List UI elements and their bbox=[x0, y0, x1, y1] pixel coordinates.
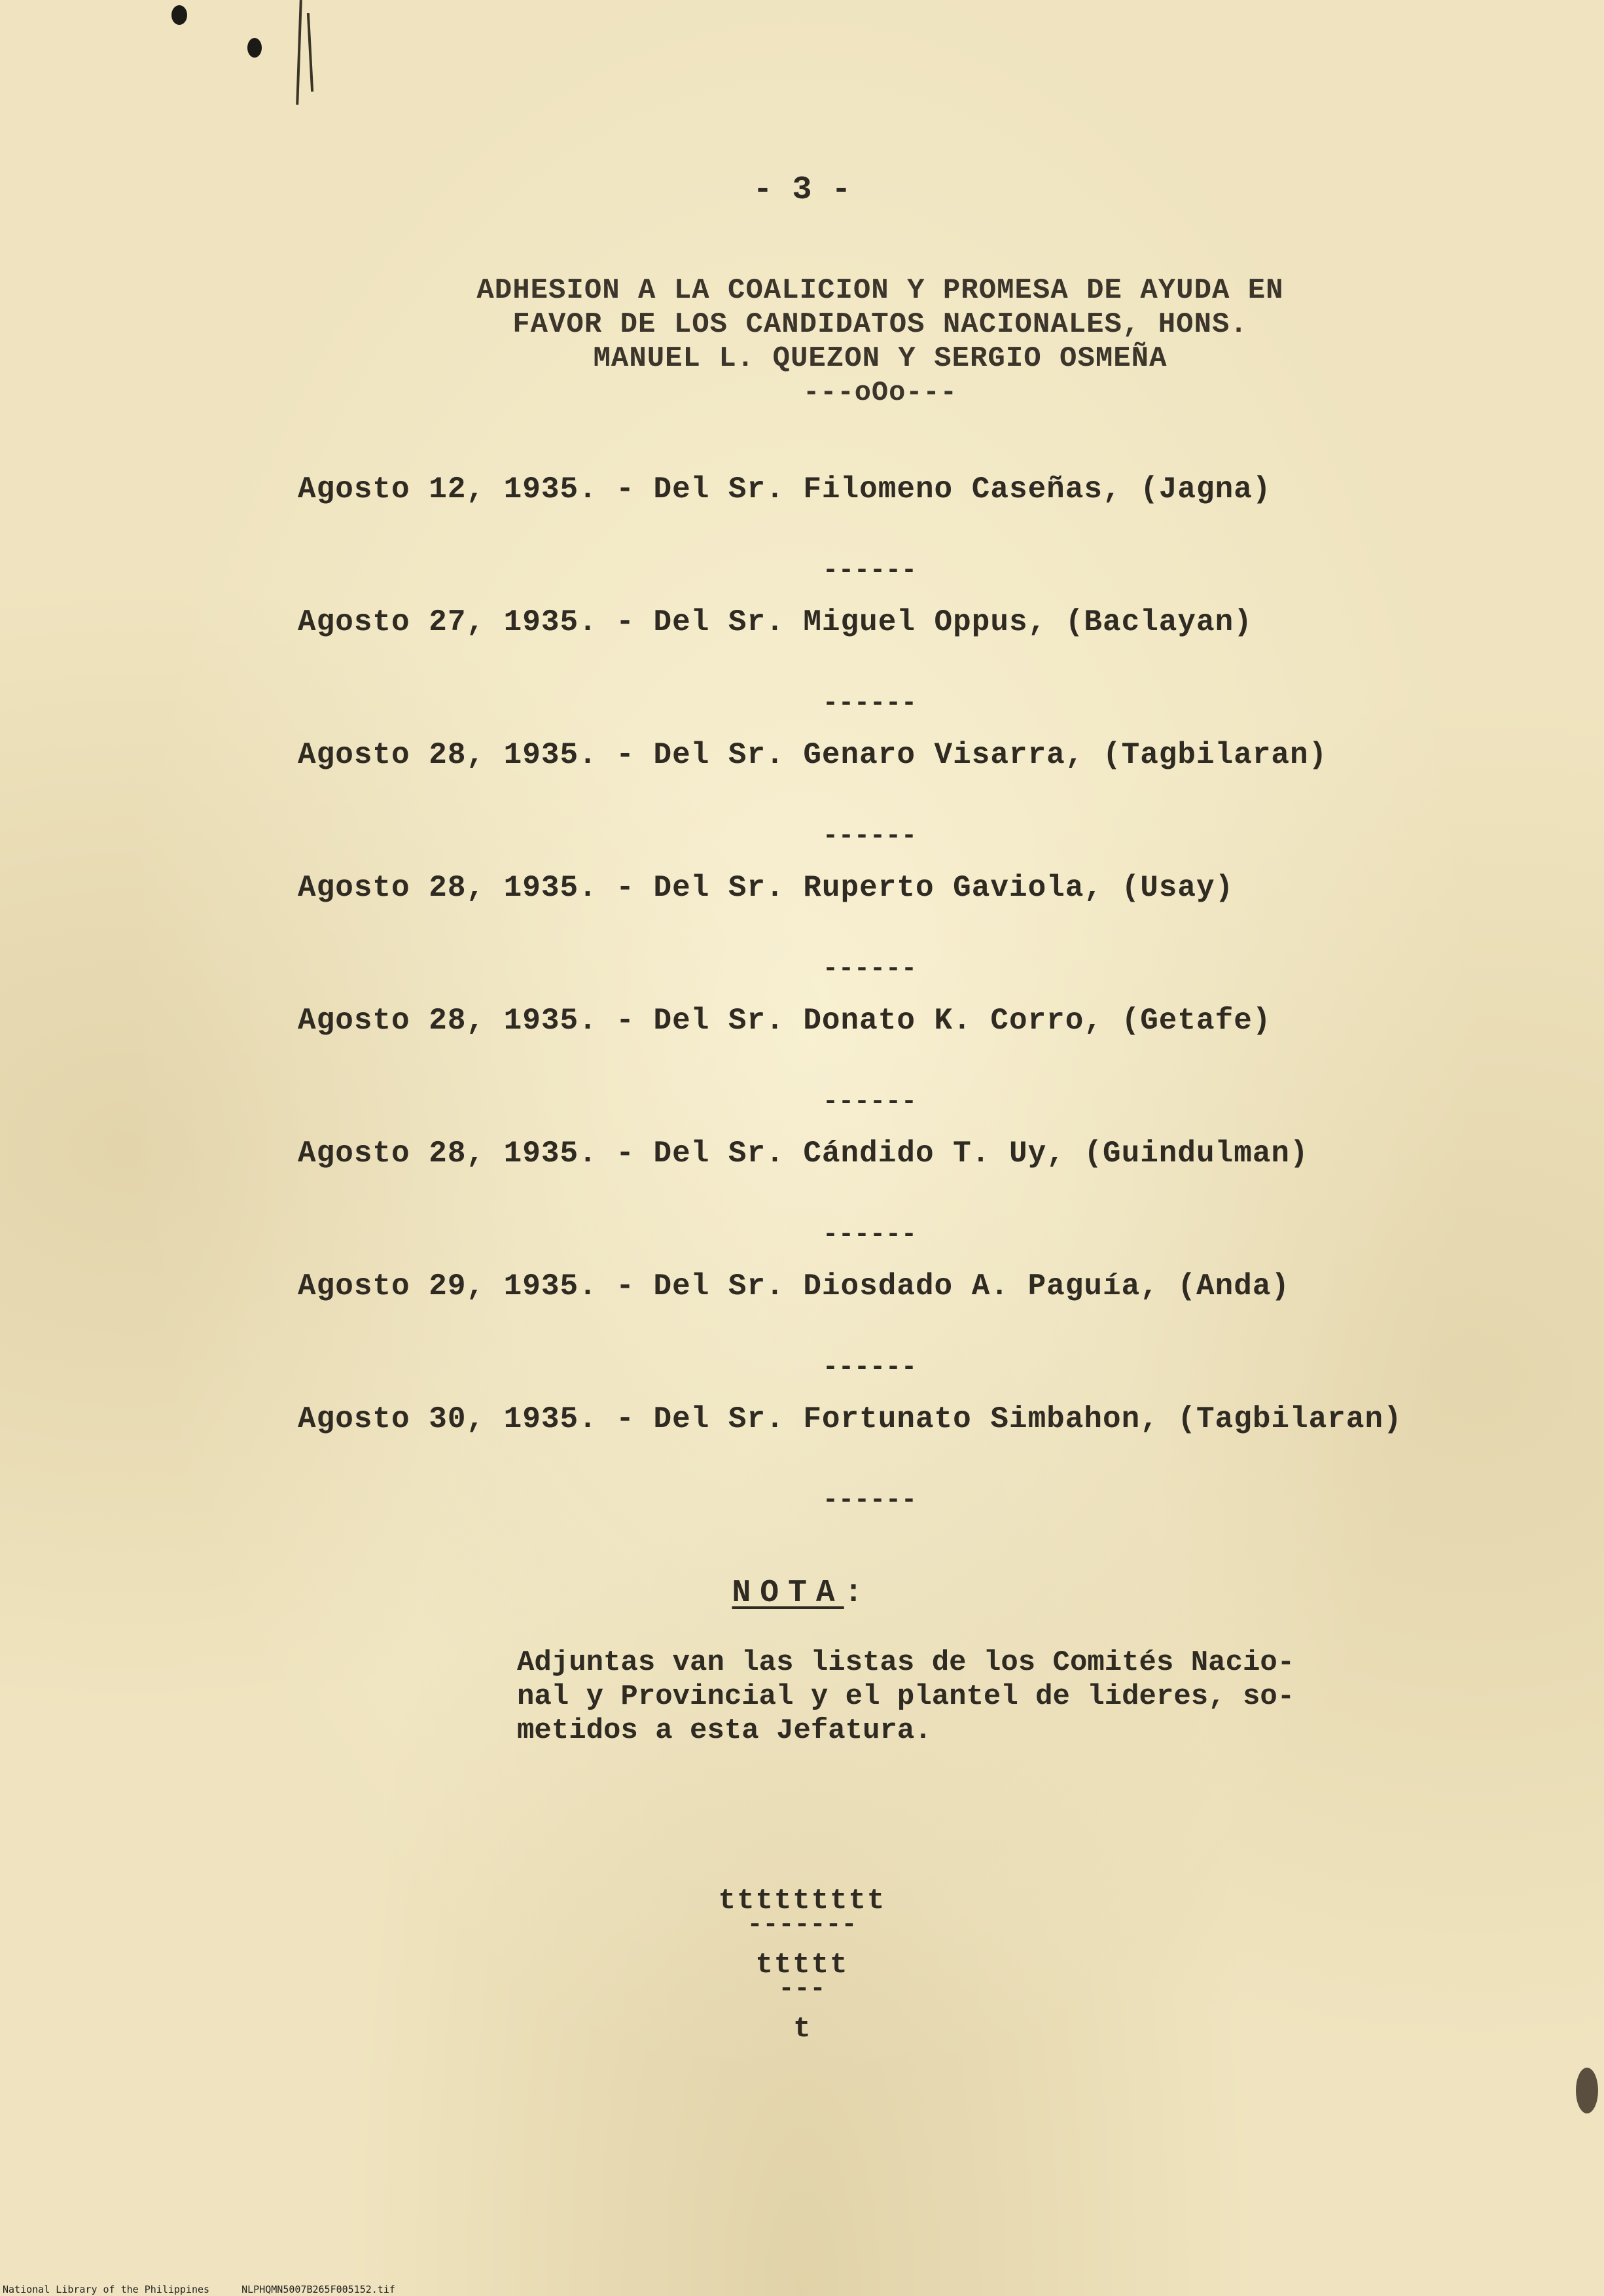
heading-line: MANUEL L. QUEZON Y SERGIO OSMEÑA bbox=[593, 342, 1167, 375]
list-item bbox=[298, 1137, 1541, 1269]
closing-ornament-row: --- bbox=[778, 1975, 826, 2004]
list-item bbox=[298, 1269, 1541, 1402]
nota-heading bbox=[0, 1576, 1604, 1611]
nota-title: NOTA bbox=[732, 1576, 844, 1611]
entry-text: Agosto 28, 1935. - Del Sr. Cándido T. Uy, (Guindulman) bbox=[298, 1137, 1309, 1171]
entry-separator: ------ bbox=[823, 1220, 918, 1250]
nota-line: nal y Provincial y el plantel de lideres, so- bbox=[517, 1680, 1295, 1713]
entry-text: Agosto 28, 1935. - Del Sr. Genaro Visarra, (Tagbilaran) bbox=[298, 738, 1328, 772]
page-number: - 3 - bbox=[753, 171, 851, 209]
list-item bbox=[298, 605, 1541, 738]
list-item bbox=[298, 1004, 1541, 1137]
entry-separator: ------ bbox=[823, 1486, 918, 1515]
nota-body bbox=[517, 1646, 1466, 1748]
punch-hole bbox=[247, 38, 262, 58]
heading-line: ADHESION A LA COALICION Y PROMESA DE AYUDA EN bbox=[476, 274, 1284, 307]
list-item bbox=[298, 472, 1541, 605]
footer-source: National Library of the Philippines bbox=[3, 2284, 210, 2295]
document-heading bbox=[327, 274, 1433, 410]
nota-colon: : bbox=[844, 1576, 872, 1611]
ink-stain bbox=[1576, 2068, 1598, 2113]
entry-list bbox=[298, 472, 1541, 1535]
list-item bbox=[298, 871, 1541, 1004]
closing-ornament-row: ttttt bbox=[755, 1949, 849, 1981]
punch-hole bbox=[171, 5, 187, 25]
heading-divider: ---oOo--- bbox=[803, 377, 957, 408]
entry-separator: ------ bbox=[823, 955, 918, 984]
archive-footer bbox=[3, 2284, 395, 2295]
entry-separator: ------ bbox=[823, 822, 918, 851]
entry-separator: ------ bbox=[823, 1353, 918, 1383]
entry-text: Agosto 27, 1935. - Del Sr. Miguel Oppus, (Baclayan) bbox=[298, 605, 1253, 639]
entry-text: Agosto 12, 1935. - Del Sr. Filomeno Caseñas, (Jagna) bbox=[298, 472, 1272, 506]
nota-line: metidos a esta Jefatura. bbox=[517, 1714, 932, 1747]
entry-text: Agosto 30, 1935. - Del Sr. Fortunato Simbahon, (Tagbilaran) bbox=[298, 1402, 1402, 1436]
entry-separator: ------ bbox=[823, 556, 918, 586]
list-item bbox=[298, 1402, 1541, 1535]
heading-line: FAVOR DE LOS CANDIDATOS NACIONALES, HONS. bbox=[512, 308, 1248, 341]
list-item bbox=[298, 738, 1541, 871]
entry-separator: ------ bbox=[823, 1087, 918, 1117]
closing-ornament-row: ttttttttt bbox=[718, 1884, 886, 1917]
nota-line: Adjuntas van las listas de los Comités Nacio- bbox=[517, 1646, 1295, 1679]
entry-text: Agosto 28, 1935. - Del Sr. Donato K. Corro, (Getafe) bbox=[298, 1004, 1272, 1038]
closing-ornament-row: ------- bbox=[747, 1911, 857, 1940]
entry-text: Agosto 29, 1935. - Del Sr. Diosdado A. Paguía, (Anda) bbox=[298, 1269, 1291, 1303]
entry-text: Agosto 28, 1935. - Del Sr. Ruperto Gaviola, (Usay) bbox=[298, 871, 1234, 905]
closing-ornament-row: t bbox=[793, 2013, 811, 2045]
entry-separator: ------ bbox=[823, 689, 918, 718]
footer-filename: NLPHQMN5007B265F005152.tif bbox=[241, 2284, 395, 2295]
